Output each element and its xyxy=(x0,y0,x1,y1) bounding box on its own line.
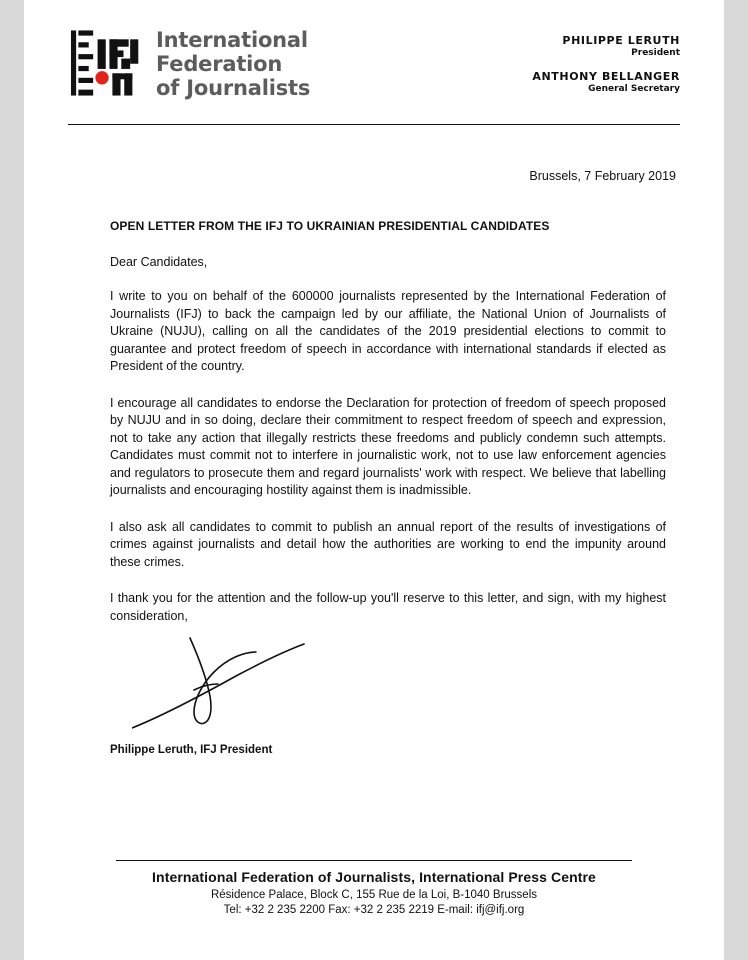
footer-address: Résidence Palace, Block C, 155 Rue de la Loi, B-1040 Brussels xyxy=(210,889,537,901)
officer-name: ANTHONY BELLANGER xyxy=(532,70,680,83)
officers-block xyxy=(532,26,680,106)
letter-subject: OPEN LETTER FROM THE IFJ TO UKRAINIAN PRESIDENTIAL CANDIDATES xyxy=(110,219,550,233)
letter-body xyxy=(68,219,680,756)
letter-paragraph: I write to you on behalf of the 600000 journalists represented by the International Federation of Journalists (IFJ) to back the campaign led by our affiliate, the National Union of Journalists of Ukraine (NUJU), calling on all the candidates of the 2019 presidential elections to commit to guarantee and protect freedom of speech in accordance with international standards if elected as President of the country. xyxy=(110,289,666,373)
header-divider xyxy=(68,124,680,125)
officer-president xyxy=(532,34,680,58)
letter-paragraph: I encourage all candidates to endorse the Declaration for protection of freedom of speech proposed by NUJU and in so doing, declare their commitment to respect freedom of speech and expression, not to take any action that illegally restricts these freedoms and publicly condemn such attempts. Candidates must commit not to interfere in journalistic work, not to use law enforcement agencies and regulators to prosecute them and regard journalists' work with respect. We believe that labelling journalists and encouraging hostility against them is inadmissible. xyxy=(110,395,666,497)
letter-footer xyxy=(68,860,680,916)
footer-divider xyxy=(116,860,632,861)
footer-contact: Tel: +32 2 235 2200 Fax: +32 2 235 2219 E-mail: ifj@ifj.org xyxy=(223,904,525,916)
letter-paragraph: I thank you for the attention and the follow-up you'll reserve to this letter, and sign, with my highest consideration, xyxy=(110,591,666,623)
signer-name: Philippe Leruth, IFJ President xyxy=(110,743,273,756)
organization-name-line-3: of Journalists xyxy=(156,76,311,100)
dateline: Brussels, 7 February 2019 xyxy=(529,169,676,183)
officer-role: President xyxy=(631,48,680,58)
organization-logo xyxy=(68,26,310,100)
footer-organization: International Federation of Journalists, International Press Centre xyxy=(152,869,596,885)
officer-name: PHILIPPE LERUTH xyxy=(562,34,680,47)
letter-page xyxy=(24,0,724,960)
organization-name-line-1: International xyxy=(156,28,308,52)
organization-name-line-2: Federation xyxy=(156,52,283,76)
officer-role: General Secretary xyxy=(588,84,680,94)
officer-general-secretary xyxy=(532,70,680,94)
handwritten-signature-icon xyxy=(132,630,392,750)
letterhead xyxy=(68,0,680,106)
organization-name xyxy=(156,26,310,100)
signature-area xyxy=(110,638,666,756)
ifj-logo-icon xyxy=(68,26,142,100)
letter-salutation: Dear Candidates, xyxy=(110,255,208,269)
letter-paragraph: I also ask all candidates to commit to publish an annual report of the results of investigations of crimes against journalists and detail how the authorities are working to end the impunity around these crimes. xyxy=(110,519,666,569)
